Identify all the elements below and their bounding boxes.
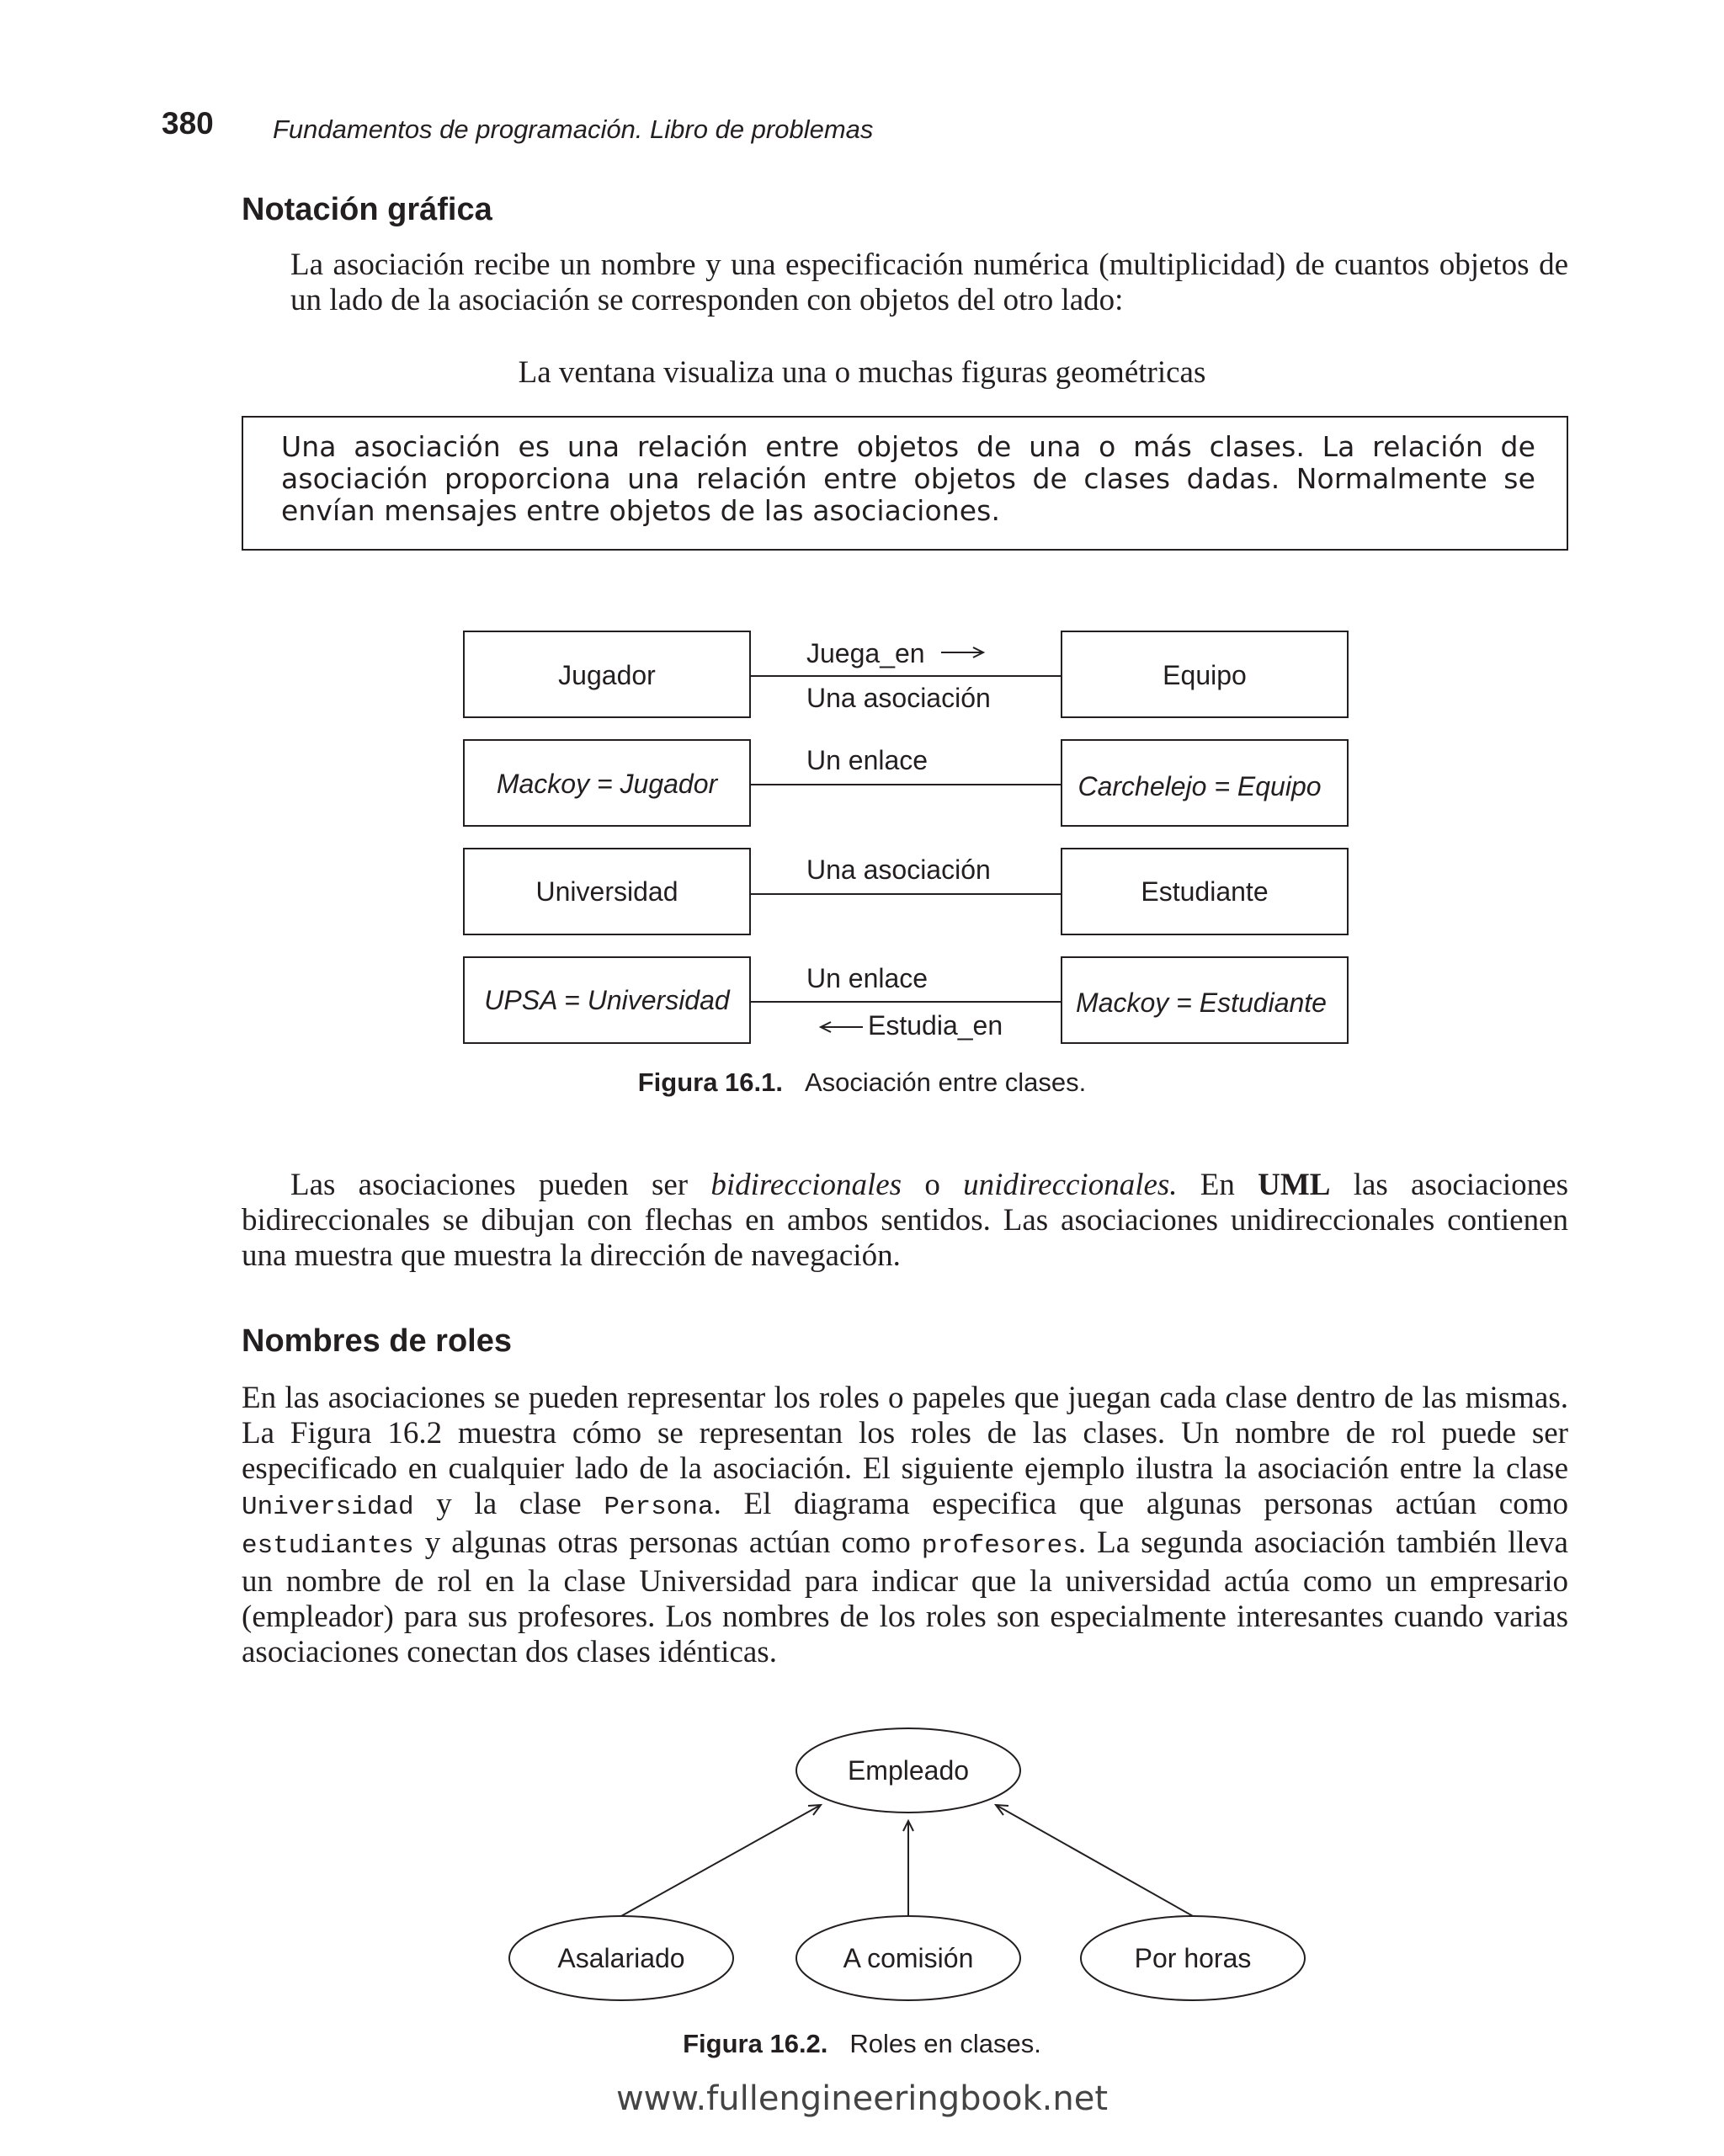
arrowhead-icon: [996, 1805, 1008, 1815]
figure-1-caption-text: Asociación entre clases.: [805, 1067, 1087, 1097]
figure-2-caption: [0, 2029, 1724, 2059]
running-head: Fundamentos de programación. Libro de problemas: [273, 114, 874, 144]
link-caption-1: Un enlace: [806, 745, 929, 775]
figure-roles-diagram: [0, 1726, 1724, 2029]
assoc-name-juega-en: Juega_en: [806, 638, 925, 668]
class-label-equipo: Equipo: [1163, 660, 1247, 690]
object-label-mackoy-estudiante: Mackoy = Estudiante: [1076, 988, 1327, 1018]
class-label-universidad: Universidad: [535, 876, 678, 907]
assoc-caption-2: Una asociación: [806, 854, 991, 885]
class-label-estudiante: Estudiante: [1141, 876, 1269, 907]
link-caption-2: Un enlace: [806, 963, 929, 993]
label-asalariado: Asalariado: [557, 1943, 685, 1973]
figure-2-caption-label: Figura 16.2.: [683, 2029, 828, 2058]
intro-paragraph: La asociación recibe un nombre y una especificación numérica (multiplicidad) de cuantos objetos de un lado de la asociación se corresponden con objetos del otro lado:: [290, 248, 1568, 317]
example-sentence: La ventana visualiza una o muchas figuras geométricas: [518, 355, 1206, 390]
label-por-horas: Por horas: [1134, 1943, 1252, 1973]
generalization-line-1: [621, 1805, 821, 1916]
watermark-url: www.fullengineeringbook.net: [615, 2079, 1109, 2118]
figure-1-caption-label: Figura 16.1.: [637, 1067, 783, 1097]
assoc-name-estudia-en: Estudia_en: [868, 1010, 1003, 1041]
class-label-jugador: Jugador: [558, 660, 656, 690]
directionality-paragraph: Las asociaciones pueden ser bidireccionales o unidireccionales. En UML las asociaciones bidireccionales se dibujan con flechas en ambos sentidos. Las asociaciones unidireccionales contienen una muestra que muestra la dirección de navegación.: [242, 1168, 1568, 1273]
definition-body: es una relación entre objetos de una o más clases. La relación de asociación proporciona una relación entre objetos de clases dadas. Normalmente se envían mensajes entre objetos de las asociaciones.: [281, 430, 1535, 527]
definition-term: Una asociación: [281, 430, 501, 463]
object-label-mackoy-jugador: Mackoy = Jugador: [496, 769, 718, 799]
label-empleado: Empleado: [847, 1755, 970, 1786]
page-number: 380: [162, 106, 214, 141]
assoc-caption-1: Una asociación: [806, 683, 991, 713]
roles-paragraph: En las asociaciones se pueden representar los roles o papeles que juegan cada clase dentro de las mismas. La Figura 16.2 muestra cómo se representan los roles de las clases. Un nombre de rol puede ser especificado en cualquier lado de la asociación. El siguiente ejemplo ilustra la asociación entre la clase Universidad y la clase Persona. El diagrama especifica que algunas personas actúan como estudiantes y algunas otras personas actúan como profesores. La segunda asociación también lleva un nombre de rol en la clase Universidad para indicar que la universidad actúa como un empresario (empleador) para sus profesores. Los nombres de los roles son especialmente interesantes cuando varias asociaciones conectan dos clases idénticas.: [242, 1381, 1568, 1669]
figure-2-caption-text: Roles en clases.: [849, 2029, 1041, 2058]
object-label-carchelejo-equipo: Carchelejo = Equipo: [1078, 771, 1322, 801]
figure-1-caption: [0, 1067, 1724, 1098]
section-title-notacion: Notación gráfica: [242, 192, 492, 227]
label-a-comision: A comisión: [843, 1943, 974, 1973]
generalization-line-3: [996, 1805, 1193, 1916]
section-title-roles: Nombres de roles: [242, 1323, 512, 1359]
object-label-upsa-universidad: UPSA = Universidad: [484, 985, 730, 1015]
